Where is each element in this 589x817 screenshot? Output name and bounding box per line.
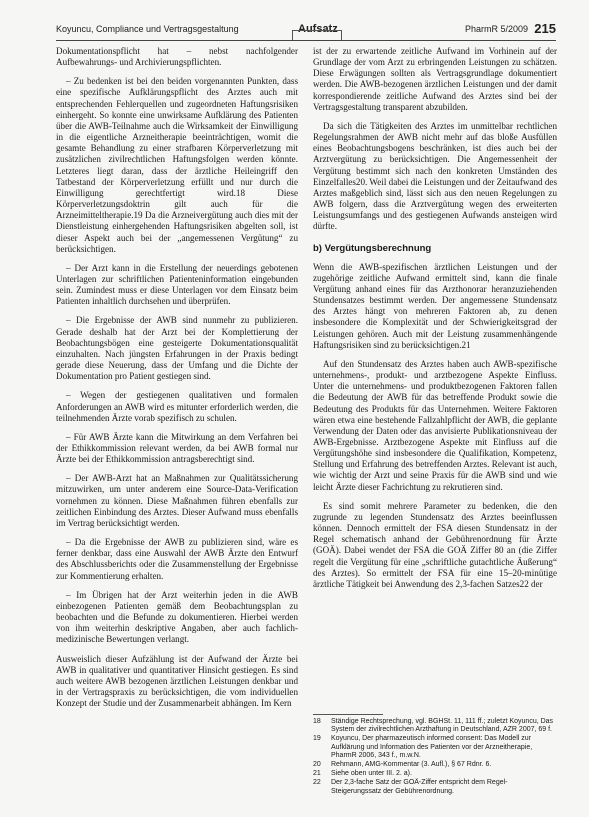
footnote <box>313 761 557 769</box>
footnote-text: Rehmann, AMG-Kommentar (3. Aufl.), § 67 Rdnr. 6. <box>331 761 492 769</box>
footnote-number: 20 <box>313 761 321 769</box>
footnote-text: Ständige Rechtsprechung, vgl. BGHSt. 11, 111 ff.; zuletzt Koyuncu, Das System der zivilrechtlichen Arzthaftung in Deutschland, AZR 2007, 69 f. <box>331 718 554 734</box>
paragraph: Ausweislich dieser Aufzählung ist der Aufwand der Ärzte bei AWB in qualitativer und quantitativer Hinsicht gestiegen. Es sind auch weitere AWB bezogenen ärztlichen Leistungen denkbar und in der Vertragspraxis zu berücksichtigen, die vom individuellen Konzept der Studie und der Zusammenarbeit abhängen. Im Kern <box>56 653 298 709</box>
paragraph: – Für AWB Ärzte kann die Mitwirkung an dem Verfahren bei der Ethikkommission relevant werden, da bei AWB formal nur Ärzte bei der Ethikkommission antragsberechtigt sind. <box>56 431 298 465</box>
footnote <box>313 718 557 734</box>
footnote-number: 21 <box>313 770 321 778</box>
paragraph: ist der zu erwartende zeitliche Aufwand im Vorhinein auf der Grundlage der vom Arzt zu erbringenden Leistungen zu schätzen. Diese Erwägungen sollten als Vertragsgrundlage dokumentiert werden. Die AWB-bezogenen ärztlichen Leistungen und der damit korrespondierende zeitliche Aufwand des Arztes sind bei der Vertragsgestaltung transparent abzubilden. <box>313 46 557 112</box>
paragraph: Dokumentationspflicht hat – nebst nachfolgender Aufbewahrungs- und Archivierungspflichten. <box>56 46 298 68</box>
paragraph: – Zu bedenken ist bei den beiden vorgenannten Punkten, dass eine spezifische Aufklärungspflicht des Arztes auch mit entsprechenden Fehlerquellen und zugeordneten Haftungsrisiken einhergeht. So konnte eine unwirksame Aufklärung des Patienten über die AWB-Teilnahme auch die Wirksamkeit der Einwilligung in die eigentliche Arzneitherapie beeinträchtigen, womit die gesamte Behandlung zu einer strafbaren Körperverletzung mit zusätzlichen zivilrechtlichen Haftungsfolgen werden könnte. Letzteres liegt daran, dass der ärztliche Heileingriff den Tatbestand der Körperverletzung erfüllt und nur durch die Einwilligung gerechtfertigt wird.18 Diese Körperverletzungsdoktrin gilt auch für die Arzneimitteltherapie.19 Da die Arzneivergütung auch dies mit der Dienstleistung einhergehenden Haftungsrisiken abgelten soll, ist dieser Aspekt auch bei der „angemessenen Vergütung“ zu berücksichtigen. <box>56 76 298 254</box>
right-column <box>313 46 557 598</box>
paragraph: Wenn die AWB-spezifischen ärztlichen Leistungen und der zugehörige zeitliche Aufwand ermittelt sind, kann die finale Vergütung anhand eines für das Arzthonorar heranzuziehenden Stundensatzes bestimmt werden. Der angemessene Stundensatz des Arztes hängt von mehreren Faktoren ab, zu denen insbesondere die Komplexität und der Schwierigkeitsgrad der Leistungen gehören. Auch mit der Leistung zusammenhängende Haftungsrisiken sind zu berücksichtigen.21 <box>313 261 557 350</box>
subheading: b) Vergütungsberechnung <box>313 242 432 254</box>
paragraph: – Im Übrigen hat der Arzt weiterhin jeden in die AWB einbezogenen Patienten gemäß dem Beobachtungsplan zu beobachten und die Befunde zu dokumentieren. Hierbei werden von ihm weiterhin deskriptive Angaben, aber auch fachlich-medizinische Bewertungen verlangt. <box>56 589 298 645</box>
footnote-rule <box>313 714 383 715</box>
left-column <box>56 46 298 717</box>
footnote-text: Siehe oben unter III. 2. a). <box>331 770 412 778</box>
paragraph: Auf den Stundensatz des Arztes haben auch AWB-spezifische unternehmens-, produkt- und arztbezogene Aspekte Einfluss. Unter die unternehmens- und produktbezogenen Faktoren fallen die Bedeutung der AWB für das betreffende Produkt sowie die Bedeutung des Produkts für das Unternehmen. Weitere Faktoren wären etwa eine bestehende Fallzahlpflicht der AWB, die geplante Verwendung der Daten oder das anvisierte Publikationsniveau der AWB-Ergebnisse. Arztbezogene Aspekte mit Einfluss auf die Vergütungshöhe sind insbesondere die Qualifikation, Kompetenz, Stellung und Erfahrung des betreffenden Arztes. Relevant ist auch, wie wichtig der Arzt und seine Praxis für die AWB sind und wie leicht Ärzte dieser Fachrichtung zu rekrutieren sind. <box>313 358 557 492</box>
journal-issue: PharmR 5/2009 <box>464 24 528 34</box>
footnote-number: 18 <box>313 718 321 725</box>
footnote <box>313 770 557 778</box>
paragraph: – Die Ergebnisse der AWB sind nunmehr zu publizieren. Gerade deshalb hat der Arzt bei der Komplettierung der Beobachtungsbögen eine gesteigerte Dokumentationsqualität einzuhalten. Nach jüngsten Erfahrungen in der Praxis bedingt gerade diese Neuerung, dass der Umfang und die Dichte der Dokumentation pro Patient gestiegen sind. <box>56 315 298 382</box>
footnote-text: Koyuncu, Der pharmazeutisch informed consent: Das Modell zur Aufklärung und Information des Patienten vor der Arzneitherapie, PharmR 2006, 343 f., m.w.N. <box>331 735 533 759</box>
paragraph: Es sind somit mehrere Parameter zu bedenken, die den zugrunde zu legenden Stundensatz des Arztes beeinflussen können. Dennoch ermittelt der FSA diesen Stundensatz in der Regel schematisch anhand der Gebührenordnung für Ärzte (GOÄ). Dabei wendet der FSA die GOÄ Ziffer 80 an (die Ziffer regelt die Vergütung für eine „schriftliche gutachtliche Äußerung“ des Arztes). So ermittelt der FSA für eine 15–20-minütige ärztliche Tätigkeit bei Anwendung des 2,3-fachen Satzes22 der <box>313 500 557 589</box>
page-number: 215 <box>534 21 556 36</box>
footnote-text: Der 2,3-fache Satz der GOÄ-Ziffer entspricht dem Regel-Steigerungssatz der Gebührenordnung. <box>331 779 508 795</box>
paragraph: – Der AWB-Arzt hat an Maßnahmen zur Qualitätssicherung mitzuwirken, um unter anderem eine Source-Data-Verification vornehmen zu können. Diese Maßnahmen führen ebenfalls zur zeitlichen Einbindung des Arztes. Dieser Aufwand muss ebenfalls im Vertrag berücksichtigt werden. <box>56 473 298 528</box>
footnotes <box>313 718 557 797</box>
header-rule <box>56 40 556 41</box>
paragraph: – Der Arzt kann in die Erstellung der neuerdings gebotenen Unterlagen zur schriftlichen Patienteninformation eingebunden sein. Zumindest muss er diese Unterlagen vor dem Einsatz beim Patienten inhaltlich durchsehen und überprüfen. <box>56 262 298 307</box>
footnote <box>313 779 557 795</box>
footnote-number: 22 <box>313 779 321 787</box>
section-label: Aufsatz <box>298 23 338 35</box>
footnote <box>313 735 557 760</box>
paragraph: – Wegen der gestiegenen qualitativen und formalen Anforderungen an AWB wird es mitunter erforderlich werden, die teilnehmenden Ärzte vorab spezifisch zu schulen. <box>56 390 298 423</box>
running-title: Koyuncu, Compliance und Vertragsgestaltung <box>56 24 239 34</box>
paragraph: Da sich die Tätigkeiten des Arztes im unmittelbar rechtlichen Regelungsrahmen der AWB nicht mehr auf das bloße Ausfüllen eines Beobachtungsbogens beschränken, ist dies auch bei der Arztvergütung zu berücksichtigen. Die Angemessenheit der Vergütung bestimmt sich nach den konkreten Umständen des Einzelfalles20. Weil dabei die Leistungen und der Zeitaufwand des Arztes maßgeblich sind, lässt sich aus den neuen Regelungen zu AWB folgern, dass die Arztvergütung wegen des erweiterten Leistungsumfangs und des gestiegenen Aufwands ansteigen wird dürfte. <box>313 120 557 232</box>
footnote-number: 19 <box>313 735 321 743</box>
paragraph: – Da die Ergebnisse der AWB zu publizieren sind, wäre es ferner denkbar, dass eine Auswahl der AWB Ärzte den Entwurf des Abschlussberichts oder die Zusammenstellung der Ergebnisse zur Kommentierung erhalten. <box>56 537 298 581</box>
